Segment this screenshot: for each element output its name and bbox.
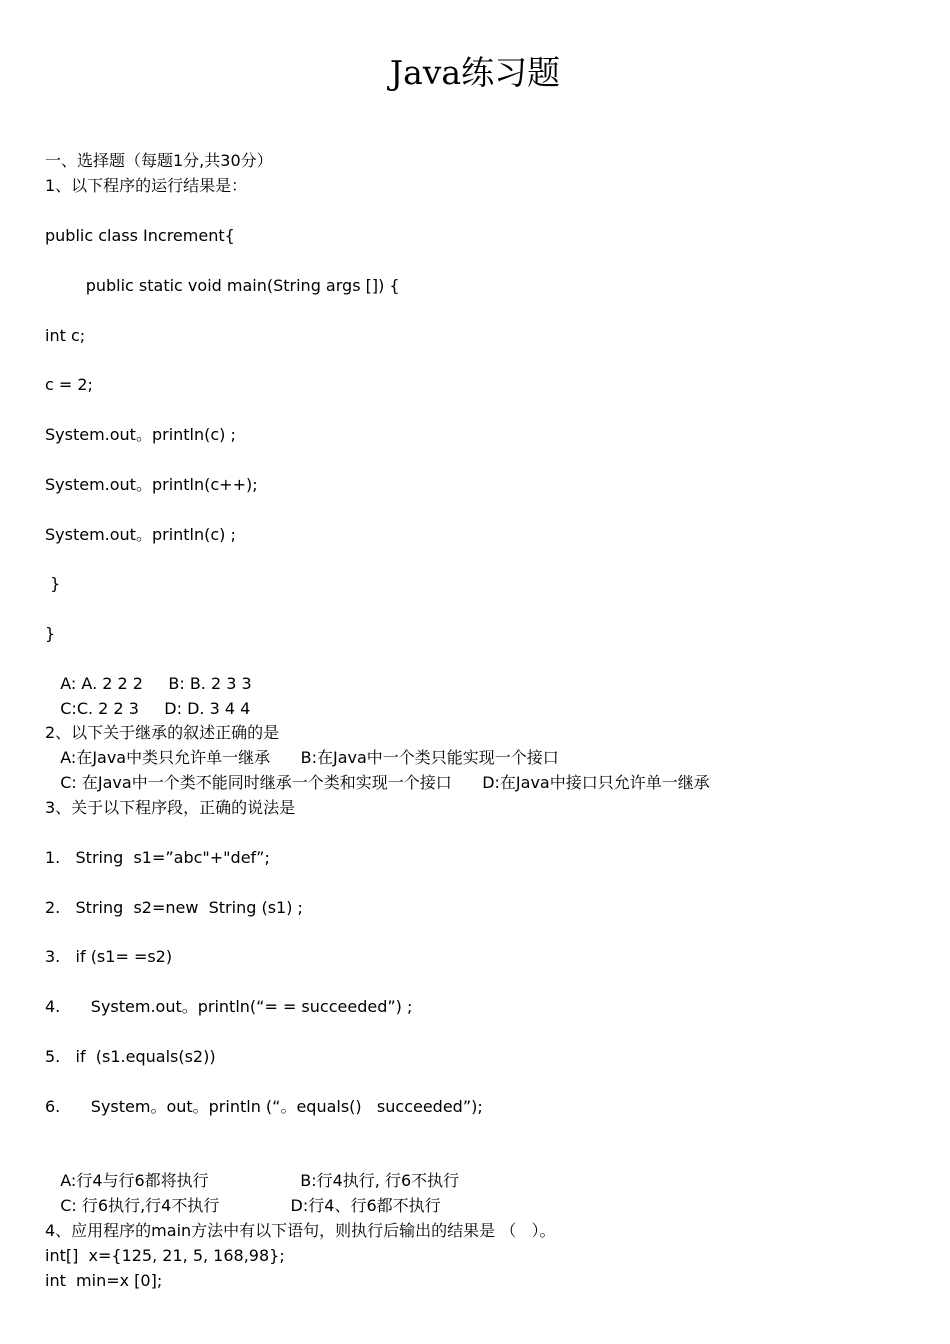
text-line: A:在Java中类只允许单一继承 B:在Java中一个类只能实现一个接口 (45, 748, 559, 767)
text-line: 4、应用程序的main方法中有以下语句，则执行后输出的结果是 （ ）。 (45, 1221, 556, 1240)
text-line: A:行4与行6都将执行 B:行4执行, 行6不执行 (45, 1171, 460, 1190)
text-line: A: A. 2 2 2 B: B. 2 3 3 (45, 674, 252, 693)
text-line: 3、关于以下程序段，正确的说法是 (45, 798, 296, 817)
text-line: public class Increment{ (45, 226, 235, 245)
text-line: 4. System.out。println(“= = succeeded”) ; (45, 997, 413, 1016)
text-line: System.out。println(c) ; (45, 525, 236, 544)
text-line: int c; (45, 326, 86, 345)
text-line: int min=x [0]; (45, 1271, 163, 1290)
text-line: 2. String s2=new String (s1) ; (45, 898, 303, 917)
text-line: C: 在Java中一个类不能同时继承一个类和实现一个接口 D:在Java中接口只允许单一继承 (45, 773, 710, 792)
text-line: } (45, 574, 61, 593)
text-line: int[] x={125, 21, 5, 168,98}; (45, 1246, 285, 1265)
text-line: 一、选择题（每题1分,共30分） (45, 151, 273, 170)
text-line: 2、以下关于继承的叙述正确的是 (45, 723, 280, 742)
text-line: C:C. 2 2 3 D: D. 3 4 4 (45, 699, 251, 718)
text-line: System.out。println(c++); (45, 475, 258, 494)
text-line: 1. String s1=”abc"+"def”; (45, 848, 270, 867)
document-title: Java练习题 (389, 53, 561, 92)
text-line: } (45, 624, 56, 643)
text-line: C: 行6执行,行4不执行 D:行4、行6都不执行 (45, 1196, 441, 1215)
text-line: c = 2; (45, 375, 93, 394)
text-line: public static void main(String args []) { (45, 276, 400, 295)
text-line: 1、以下程序的运行结果是： (45, 176, 248, 195)
text-line: 5. if (s1.equals(s2)) (45, 1047, 216, 1066)
text-line: 6. System。out。println (“。equals() succeeded”); (45, 1097, 483, 1116)
text-line: System.out。println(c) ; (45, 425, 236, 444)
text-line: 3. if (s1= =s2) (45, 947, 173, 966)
